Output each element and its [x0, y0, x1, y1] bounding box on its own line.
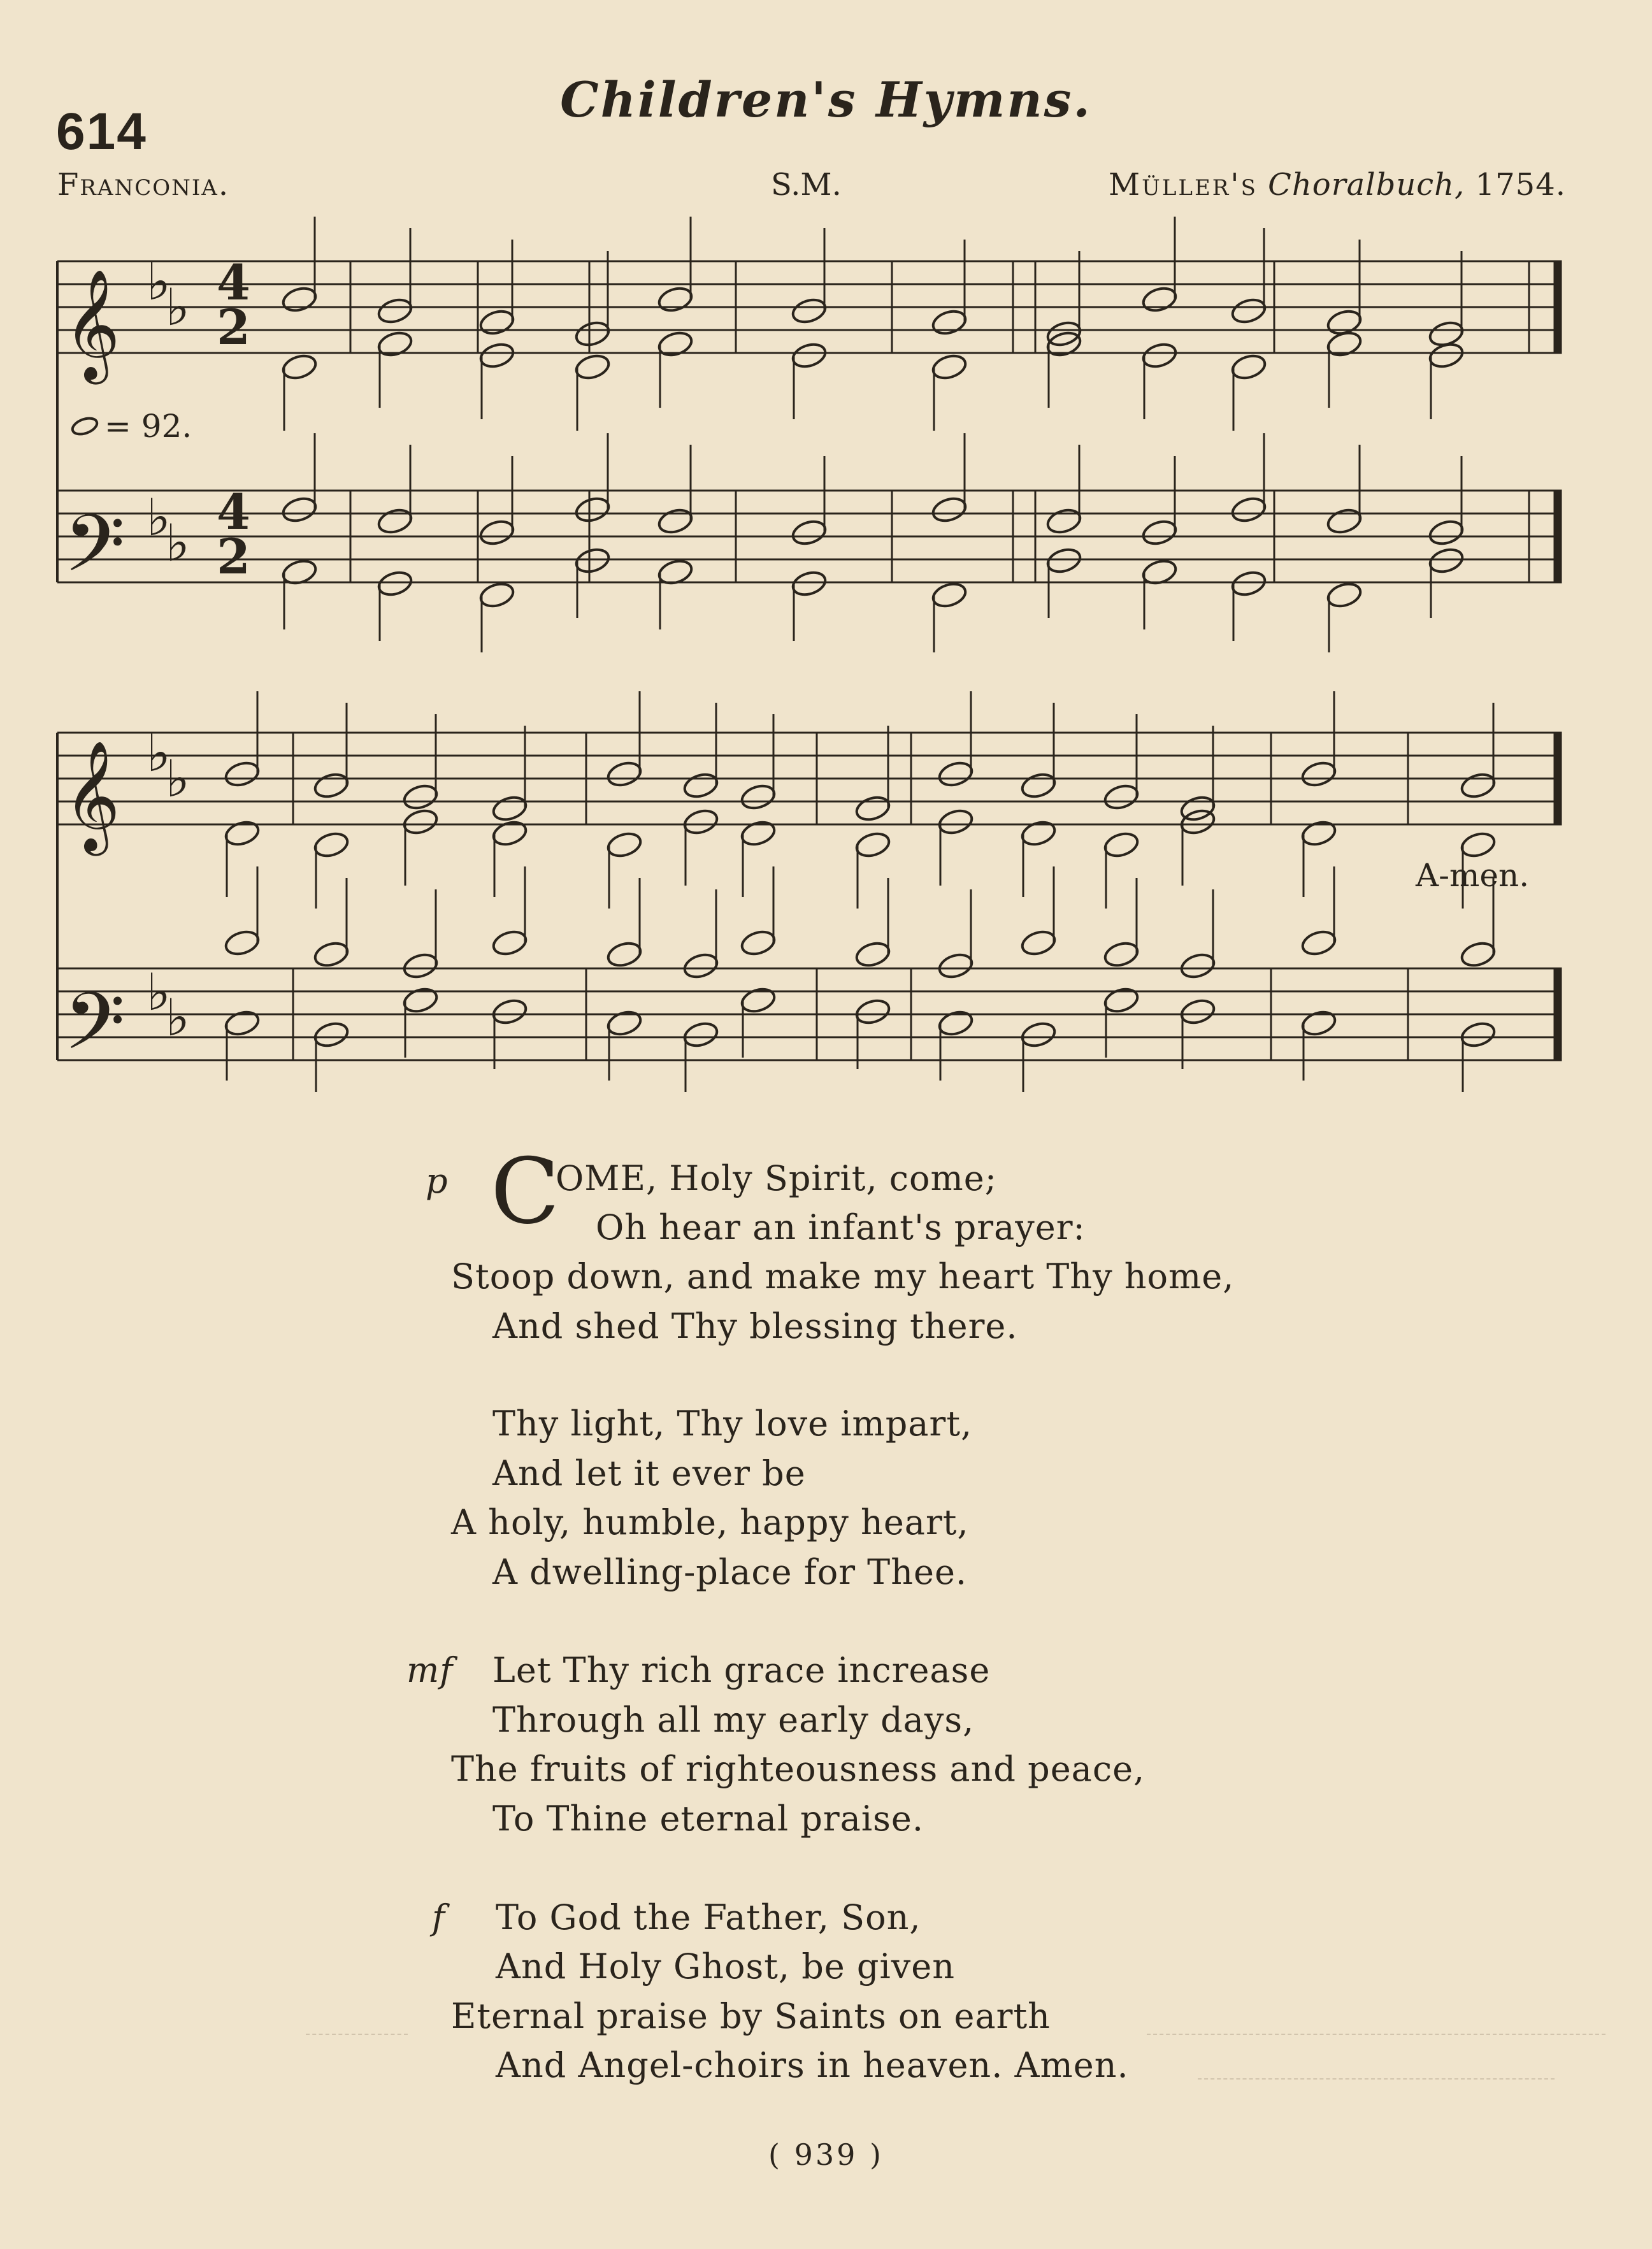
half-note-head	[937, 1009, 974, 1038]
final-bar-line	[1555, 733, 1561, 824]
half-note-head	[656, 507, 694, 536]
half-note-head	[854, 940, 891, 970]
half-note-head	[573, 319, 611, 349]
half-note-head	[790, 341, 828, 371]
flat-sign-icon: ♭	[166, 514, 190, 573]
verse-line: And let it ever be	[492, 1453, 806, 1493]
final-bar-line	[1555, 491, 1561, 582]
half-note-head	[280, 285, 318, 315]
flat-sign-icon: ♭	[166, 749, 190, 808]
time-signature-digit: 2	[217, 299, 250, 356]
bass-clef-icon: 𝄢	[64, 498, 126, 609]
dynamic-mark: p	[426, 1161, 449, 1201]
half-note-head	[1179, 997, 1216, 1027]
half-note-head	[937, 759, 974, 789]
half-note-head	[223, 928, 261, 958]
half-note-head	[739, 986, 777, 1016]
hymn-number: 614	[56, 103, 147, 161]
flat-sign-icon: ♭	[147, 252, 171, 312]
tempo-marking	[70, 408, 192, 445]
verse-line: Stoop down, and make my heart Thy home,	[451, 1256, 1235, 1297]
show-through-rule	[306, 2034, 408, 2035]
half-note-head	[478, 580, 515, 610]
half-note-head	[1230, 569, 1267, 599]
verse-line: Let Thy rich grace increase	[492, 1650, 991, 1690]
time-signature-digit: 4	[217, 254, 250, 311]
half-note-head	[376, 329, 413, 359]
half-note-head	[312, 771, 350, 801]
half-note-head	[1427, 546, 1465, 576]
half-note-head	[937, 807, 974, 837]
tempo-value: = 92.	[104, 408, 192, 445]
tune-name: Franconia.	[57, 167, 230, 203]
final-bar-line	[1555, 968, 1561, 1060]
half-note-head	[312, 830, 350, 860]
half-note-head	[1140, 518, 1178, 548]
half-note-head	[1102, 830, 1140, 860]
half-note-head	[739, 819, 777, 849]
half-note-head	[930, 495, 968, 525]
half-note-head	[656, 285, 694, 315]
treble-clef-icon: 𝄞	[64, 269, 120, 380]
flat-sign-icon: ♭	[147, 963, 171, 1022]
half-note-head	[376, 569, 413, 599]
half-note-head	[739, 782, 777, 812]
flat-sign-icon: ♭	[166, 988, 190, 1047]
composer-name: Müller's	[1109, 167, 1258, 203]
half-note-head	[1325, 329, 1363, 359]
half-note-head	[1459, 940, 1497, 970]
half-note-head	[491, 997, 528, 1027]
show-through-rule	[1147, 2034, 1605, 2035]
half-note-head	[401, 782, 439, 812]
half-note-head	[739, 928, 777, 958]
half-note-head	[937, 951, 974, 981]
half-note-head	[682, 807, 719, 837]
half-note-head	[1459, 1020, 1497, 1050]
half-note-head	[854, 830, 891, 860]
half-note-head	[1230, 296, 1267, 326]
half-note-head	[1459, 830, 1497, 860]
time-signature-digit: 2	[217, 528, 250, 585]
half-note-head	[854, 794, 891, 824]
half-note-head	[854, 997, 891, 1027]
page-number: ( 939 )	[768, 2138, 884, 2172]
verse-line: And shed Thy blessing there.	[492, 1306, 1018, 1346]
half-note-head	[1230, 352, 1267, 382]
dynamic-mark: f	[432, 1897, 445, 1937]
half-note-head	[1019, 819, 1057, 849]
half-note-head	[1019, 928, 1057, 958]
half-note-head	[312, 940, 350, 970]
verse-line: To Thine eternal praise.	[492, 1799, 924, 1839]
half-note-head	[573, 495, 611, 525]
drop-cap: C	[491, 1139, 561, 1244]
verse-line: Oh hear an infant's prayer:	[596, 1207, 1086, 1247]
half-note-head	[930, 308, 968, 338]
half-note-head	[1102, 986, 1140, 1016]
half-note-head	[491, 928, 528, 958]
half-note-head	[790, 296, 828, 326]
verse-line: The fruits of righteousness and peace,	[451, 1749, 1146, 1789]
half-note-head	[401, 807, 439, 837]
half-note-head	[1300, 819, 1337, 849]
dynamic-mark: mf	[406, 1650, 454, 1690]
half-note-head	[376, 507, 413, 536]
half-note-head	[401, 986, 439, 1016]
bass-clef-icon: 𝄢	[64, 976, 126, 1087]
half-note-head	[491, 819, 528, 849]
half-note-head	[280, 495, 318, 525]
half-note-head	[1140, 341, 1178, 371]
half-note-head	[930, 580, 968, 610]
half-note-icon	[70, 417, 99, 436]
half-note-head	[312, 1020, 350, 1050]
half-note-head	[478, 308, 515, 338]
half-note-head	[1045, 546, 1082, 576]
half-note-head	[682, 1020, 719, 1050]
final-bar-line	[1555, 261, 1561, 353]
half-note-head	[280, 352, 318, 382]
half-note-head	[491, 794, 528, 824]
half-note-head	[573, 546, 611, 576]
half-note-head	[605, 830, 643, 860]
half-note-head	[478, 518, 515, 548]
half-note-head	[376, 296, 413, 326]
half-note-head	[1459, 771, 1497, 801]
half-note-head	[682, 771, 719, 801]
treble-clef-icon: 𝄞	[64, 740, 120, 851]
verse-line: Thy light, Thy love impart,	[492, 1404, 973, 1444]
half-note-head	[790, 569, 828, 599]
half-note-head	[1300, 1009, 1337, 1038]
half-note-head	[605, 1009, 643, 1038]
half-note-head	[1427, 341, 1465, 371]
half-note-head	[1325, 507, 1363, 536]
half-note-head	[223, 759, 261, 789]
amen-label: A-men.	[1416, 857, 1530, 894]
verse-line: And Angel-choirs in heaven. Amen.	[496, 2045, 1129, 2085]
composer-book: Choralbuch,	[1268, 167, 1465, 203]
verse-line: OME, Holy Spirit, come;	[556, 1158, 997, 1198]
verse-line: Eternal praise by Saints on earth	[451, 1996, 1051, 2036]
half-note-head	[223, 1009, 261, 1038]
section-title: Children's Hymns.	[560, 71, 1092, 128]
half-note-head	[1230, 495, 1267, 525]
half-note-head	[682, 951, 719, 981]
half-note-head	[1300, 928, 1337, 958]
time-signature-digit: 4	[217, 484, 250, 540]
show-through-rule	[1198, 2078, 1555, 2080]
flat-sign-icon: ♭	[147, 724, 171, 783]
verse-line: To God the Father, Son,	[496, 1897, 921, 1937]
verse-line: A dwelling-place for Thee.	[492, 1552, 968, 1592]
half-note-head	[1019, 771, 1057, 801]
half-note-head	[1102, 940, 1140, 970]
composer-year: 1754.	[1475, 167, 1566, 203]
half-note-head	[605, 759, 643, 789]
half-note-head	[930, 352, 968, 382]
half-note-head	[1325, 580, 1363, 610]
half-note-head	[1140, 285, 1178, 315]
half-note-head	[656, 329, 694, 359]
half-note-head	[401, 951, 439, 981]
half-note-head	[223, 819, 261, 849]
half-note-head	[1300, 759, 1337, 789]
flat-sign-icon: ♭	[147, 488, 171, 547]
half-note-head	[1102, 782, 1140, 812]
half-note-head	[573, 352, 611, 382]
half-note-head	[1045, 507, 1082, 536]
flat-sign-icon: ♭	[166, 278, 190, 337]
half-note-head	[1427, 518, 1465, 548]
half-note-head	[790, 518, 828, 548]
half-note-head	[1179, 951, 1216, 981]
half-note-head	[1019, 1020, 1057, 1050]
half-note-head	[605, 940, 643, 970]
verse-line: And Holy Ghost, be given	[496, 1946, 955, 1987]
meter: S.M.	[771, 167, 842, 203]
verse-line: A holy, humble, happy heart,	[451, 1502, 969, 1542]
half-note-head	[478, 341, 515, 371]
verse-line: Through all my early days,	[492, 1700, 975, 1740]
